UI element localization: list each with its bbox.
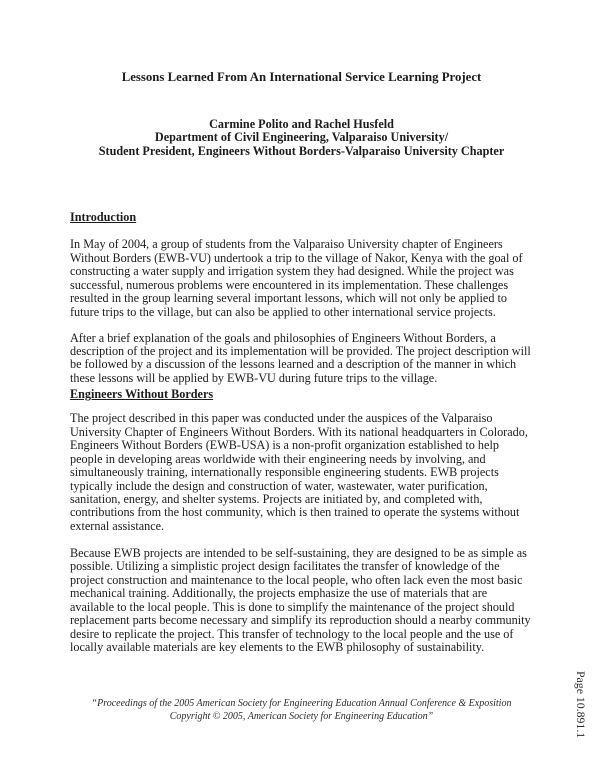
- footer-proceedings-line: “Proceedings of the 2005 American Society for Engineering Education Annual Conference & Exposition: [91, 698, 512, 709]
- section-heading-engineers-without-borders: Engineers Without Borders: [70, 387, 214, 402]
- author-line-department: Department of Civil Engineering, Valparaiso University/: [154, 130, 449, 145]
- page-content: [70, 0, 533, 655]
- paragraph-introduction-2: After a brief explanation of the goals and philosophies of Engineers Without Borders, a description of the project and its implementation will be provided. The project description will be followed by a discussion of the lessons learned and a description of the manner in which these lessons will be applied by EWB-VU during future trips to the village.: [70, 330, 531, 385]
- paragraph-ewb-2: Because EWB projects are intended to be self-sustaining, they are designed to be as simple as possible. Utilizing a simplistic project design facilitates the transfer of knowledge of the project construction and maintenance to the local people, who often lack even the most basic mechanical training. Additionally, the projects emphasize the use of materials that are available to the local people. This is done to simplify the maintenance of the project should replacement parts become necessary and simplify its reproduction should a nearby community desire to replicate the project. This transfer of technology to the local people and the use of locally available materials are key elements to the EWB philosophy of sustainability.: [70, 545, 531, 655]
- paper-title: Lessons Learned From An International Service Learning Project: [121, 70, 482, 84]
- author-line-names: Carmine Polito and Rachel Husfeld: [209, 117, 394, 131]
- paragraph-ewb-1: The project described in this paper was conducted under the auspices of the Valparaiso University Chapter of Engineers Without Borders. With its national headquarters in Colorado, Engineers Without Borders (EWB-USA) is a non-profit organization established to help people in developing areas worldwide with their engineering needs by involving, and simultaneously training, internationally responsible engineering students. EWB projects typically include the design and construction of water, wastewater, water purification, sanitation, energy, and shelter systems. Projects are initiated by, and completed with, contributions from the host community, which is then trained to operate the systems without external assistance.: [70, 411, 528, 533]
- section-heading-introduction: Introduction: [70, 210, 137, 225]
- paragraph-introduction-1: In May of 2004, a group of students from the Valparaiso University chapter of Engineers Without Borders (EWB-VU) undertook a trip to the village of Nakor, Kenya with the goal of constructing a water supply and irrigation system they had designed. While the project was successful, numerous problems were encountered in its implementation. These challenges resulted in the group learning several important lessons, which will not only be applied to future trips to the village, but can also be applied to other international service projects.: [70, 237, 523, 319]
- author-line-chapter: Student President, Engineers Without Borders-Valparaiso University Chapter: [98, 143, 505, 158]
- footer-copyright-line: Copyright © 2005, American Society for Engineering Education”: [169, 711, 434, 723]
- page-number-vertical: Page 10.891.1: [574, 671, 588, 739]
- footer-citation: [70, 697, 533, 724]
- author-block: [70, 118, 533, 158]
